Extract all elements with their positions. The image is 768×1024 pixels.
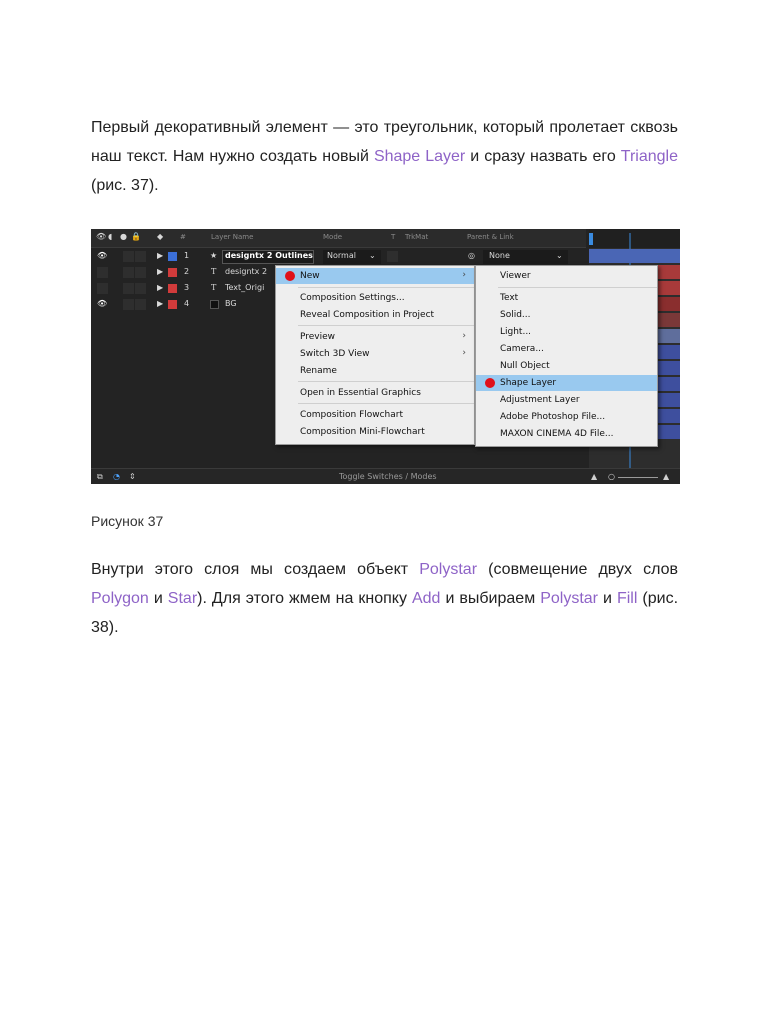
paragraph-2-text: Внутри этого слоя мы создаем объект xyxy=(91,561,420,578)
paragraph-1-text: (рис. 37). xyxy=(91,177,159,194)
chevron-right-icon: › xyxy=(462,331,466,341)
paragraph-1-text: и сразу назвать его xyxy=(465,148,621,165)
expand-arrow-icon[interactable]: ▶ xyxy=(157,251,164,260)
paragraph-2-text: и выбираем xyxy=(440,590,541,607)
header-layer-name: Layer Name xyxy=(211,233,254,241)
menu-item-reveal-composition[interactable]: Reveal Composition in Project xyxy=(300,310,435,320)
menu-item-switch-3d-view[interactable]: Switch 3D View › xyxy=(300,348,466,359)
figure-caption: Рисунок 37 xyxy=(91,513,164,529)
solo-icon: ● xyxy=(120,232,127,241)
paragraph-2-text: ). Для этого жмем на кнопку xyxy=(197,590,412,607)
paragraph-2-text: (совмещение двух слов xyxy=(477,561,678,578)
menu-item-preview[interactable]: Preview › xyxy=(300,331,466,342)
paragraph-1 xyxy=(91,113,678,200)
layer-number: 4 xyxy=(184,299,190,308)
layer-name[interactable]: designtx 2 xyxy=(225,267,268,276)
pickwhip-icon[interactable]: ◎ xyxy=(468,251,475,260)
record-dot-icon xyxy=(485,378,495,388)
expand-arrow-icon[interactable]: ▶ xyxy=(157,267,164,276)
solid-layer-icon xyxy=(210,300,219,309)
label-color-swatch[interactable] xyxy=(168,284,177,293)
term-polygon: Polygon xyxy=(91,590,149,607)
comp-flowchart-icon[interactable]: ⧉ xyxy=(97,472,103,481)
layer-name[interactable]: designtx 2 Outlines xyxy=(225,251,313,260)
menu-item-new[interactable]: New › xyxy=(276,268,474,284)
submenu-item-null-object[interactable]: Null Object xyxy=(500,361,550,371)
submenu-item-light[interactable]: Light... xyxy=(500,327,532,337)
expand-arrow-icon[interactable]: ▶ xyxy=(157,283,164,292)
eye-icon[interactable]: 👁 xyxy=(97,299,108,308)
paragraph-2-text: и xyxy=(598,590,617,607)
submenu-item-adjustment-layer[interactable]: Adjustment Layer xyxy=(500,395,580,405)
menu-item-essential-graphics[interactable]: Open in Essential Graphics xyxy=(300,388,421,398)
chevron-down-icon[interactable]: ⌄ xyxy=(556,251,563,260)
layer-name[interactable]: Text_Origi xyxy=(225,283,265,292)
label-color-swatch[interactable] xyxy=(168,300,177,309)
submenu-item-camera[interactable]: Camera... xyxy=(500,344,544,354)
mode-value[interactable]: Normal xyxy=(327,251,356,260)
term-polystar: Polystar xyxy=(419,561,478,578)
header-mode: Mode xyxy=(323,233,343,241)
term-shape-layer: Shape Layer xyxy=(373,148,466,165)
menu-item-composition-flowchart[interactable]: Composition Flowchart xyxy=(300,410,404,420)
timeline-header xyxy=(91,229,586,248)
label-color-swatch[interactable] xyxy=(168,268,177,277)
text-layer-icon: T xyxy=(211,267,217,276)
submenu-item-shape-layer[interactable]: Shape Layer xyxy=(476,375,657,391)
label-color-swatch[interactable] xyxy=(168,252,177,261)
layer-number: 1 xyxy=(184,251,190,260)
submenu-item-viewer[interactable]: Viewer xyxy=(500,271,531,281)
header-parent-link: Parent & Link xyxy=(467,233,514,241)
menu-item-composition-mini-flowchart[interactable]: Composition Mini-Flowchart xyxy=(300,427,425,437)
paragraph-2-text: (рис. 38). xyxy=(91,590,679,636)
render-icon[interactable]: ◔ xyxy=(113,472,120,481)
chevron-down-icon[interactable]: ⌄ xyxy=(369,251,376,260)
layer-row[interactable] xyxy=(91,249,586,265)
submenu-item-text[interactable]: Text xyxy=(500,293,519,303)
term-polystar: Polystar xyxy=(540,590,598,607)
header-number: # xyxy=(180,233,186,241)
label-icon: ◆ xyxy=(157,232,164,241)
text-layer-icon: T xyxy=(211,283,217,292)
context-menu xyxy=(275,265,475,445)
term-add: Add xyxy=(411,590,441,607)
figure-37-screenshot xyxy=(91,229,680,484)
toggle-switches-modes[interactable]: Toggle Switches / Modes xyxy=(339,472,437,481)
paragraph-2-text: и xyxy=(148,590,168,607)
layer-name[interactable]: BG xyxy=(225,299,237,308)
chevron-right-icon: › xyxy=(462,348,466,358)
timeline-bottom-bar xyxy=(91,468,680,484)
paragraph-2 xyxy=(91,555,678,642)
record-dot-icon xyxy=(285,271,295,281)
lock-icon: 🔒 xyxy=(131,232,141,241)
zoom-slider-handle[interactable]: ○ xyxy=(608,472,615,481)
layer-number: 3 xyxy=(184,283,190,292)
graph-editor-icon[interactable]: ⇕ xyxy=(129,472,136,481)
eye-icon: 👁 xyxy=(96,232,107,241)
zoom-in-icon[interactable]: ▲ xyxy=(663,472,670,481)
header-trkmat: TrkMat xyxy=(405,233,429,241)
term-triangle: Triangle xyxy=(620,148,678,165)
paragraph-1-text: Первый декоративный элемент — это треугольник, который пролетает сквозь наш текст. Нам нужно создать новый xyxy=(91,119,678,165)
audio-icon: ◖ xyxy=(108,232,113,241)
menu-item-rename[interactable]: Rename xyxy=(300,366,337,376)
submenu-item-cinema-4d-file[interactable]: MAXON CINEMA 4D File... xyxy=(500,429,614,439)
expand-arrow-icon[interactable]: ▶ xyxy=(157,299,164,308)
parent-value[interactable]: None xyxy=(489,251,510,260)
header-t: T xyxy=(391,233,396,241)
term-fill: Fill xyxy=(616,590,638,607)
menu-item-composition-settings[interactable]: Composition Settings... xyxy=(300,293,405,303)
chevron-right-icon: › xyxy=(462,270,466,280)
eye-icon[interactable]: 👁 xyxy=(97,251,108,260)
submenu-item-photoshop-file[interactable]: Adobe Photoshop File... xyxy=(500,412,606,422)
submenu-item-solid[interactable]: Solid... xyxy=(500,310,531,320)
new-submenu xyxy=(475,265,658,447)
term-star: Star xyxy=(167,590,198,607)
shape-layer-icon: ★ xyxy=(210,251,218,260)
layer-bar[interactable] xyxy=(589,249,680,263)
layer-number: 2 xyxy=(184,267,190,276)
zoom-out-icon[interactable]: ▲ xyxy=(591,472,598,481)
